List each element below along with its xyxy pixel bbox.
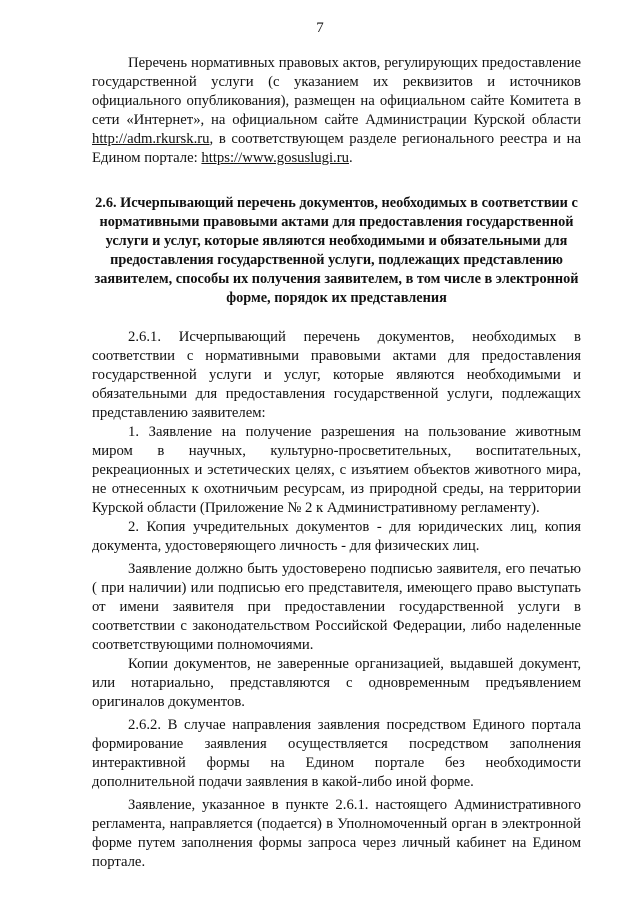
paragraph-2-6-2: 2.6.2. В случае направления заявления посредством Единого портала формирование заявления осуществляется посредством заполнения интерактивной формы на Едином портале без необходимости дополнительной подачи заявления в какой-либо иной форме. bbox=[92, 717, 581, 790]
admin-site-link[interactable]: http://adm.rkursk.ru bbox=[92, 131, 210, 147]
paragraph-2-6-1: 2.6.1. Исчерпывающий перечень документов, необходимых в соответствии с нормативными правовыми актами для предоставления государственной услуги и услуг, которые являются необходимыми и обязательными для предоставления государственной услуги, подлежащих представлению заявителем: bbox=[92, 329, 581, 421]
intro-text-3: . bbox=[348, 150, 353, 166]
page-number: 7 bbox=[316, 20, 324, 36]
gosuslugi-link[interactable]: https://www.gosuslugi.ru bbox=[201, 150, 349, 166]
list-item-2: 2. Копия учредительных документов - для юридических лиц, копия документа, удостоверяющего личность - для физических лиц. bbox=[92, 519, 581, 554]
intro-paragraph bbox=[92, 54, 581, 168]
list-item-1: 1. Заявление на получение разрешения на пользование животным миром в научных, культурно-просветительных, воспитательных, рекреационных и эстетических целях, с изъятием объектов животного мира, не отнесенных к охотничьим ресурсам, из природной среды, на территории Курской области (Приложение № 2 к Административному регламенту). bbox=[92, 424, 581, 516]
intro-text-1: Перечень нормативных правовых актов, регулирующих предоставление государственной услуги (с указанием их реквизитов и источников официального опубликования), размещен на официальном сайте Комитета в сети «Интернет», на официальном сайте Администрации Курской области bbox=[92, 55, 581, 128]
intro-text-2: , в соответствующем разделе регионального реестра и на Едином портале: bbox=[92, 131, 581, 166]
section-heading: 2.6. Исчерпывающий перечень документов, необходимых в соответствии с нормативными правовыми актами для предоставления государственной услуги и услуг, которые являются необходимыми и обязательными для предоставления государственной услуги, подлежащих представлению заявителем, способы их получения заявителем, в том числе в электронной форме, порядок их представления bbox=[94, 195, 579, 306]
electronic-submission-paragraph: Заявление, указанное в пункте 2.6.1. настоящего Административного регламента, направляется (подается) в Уполномоченный орган в электронной форме путем заполнения формы запроса через личный кабинет на Едином портале. bbox=[92, 797, 581, 870]
document-body bbox=[92, 54, 581, 872]
signature-requirement-paragraph: Заявление должно быть удостоверено подписью заявителя, его печатью ( при наличии) или подписью его представителя, имеющего право выступать от имени заявителя при предоставлении государственной услуги в соответствии с законодательством Российской Федерации, либо наделенные соответствующими полномочиями. bbox=[92, 561, 581, 653]
copies-paragraph: Копии документов, не заверенные организацией, выдавшей документ, или нотариально, представляются с одновременным предъявлением оригиналов документов. bbox=[92, 656, 581, 710]
